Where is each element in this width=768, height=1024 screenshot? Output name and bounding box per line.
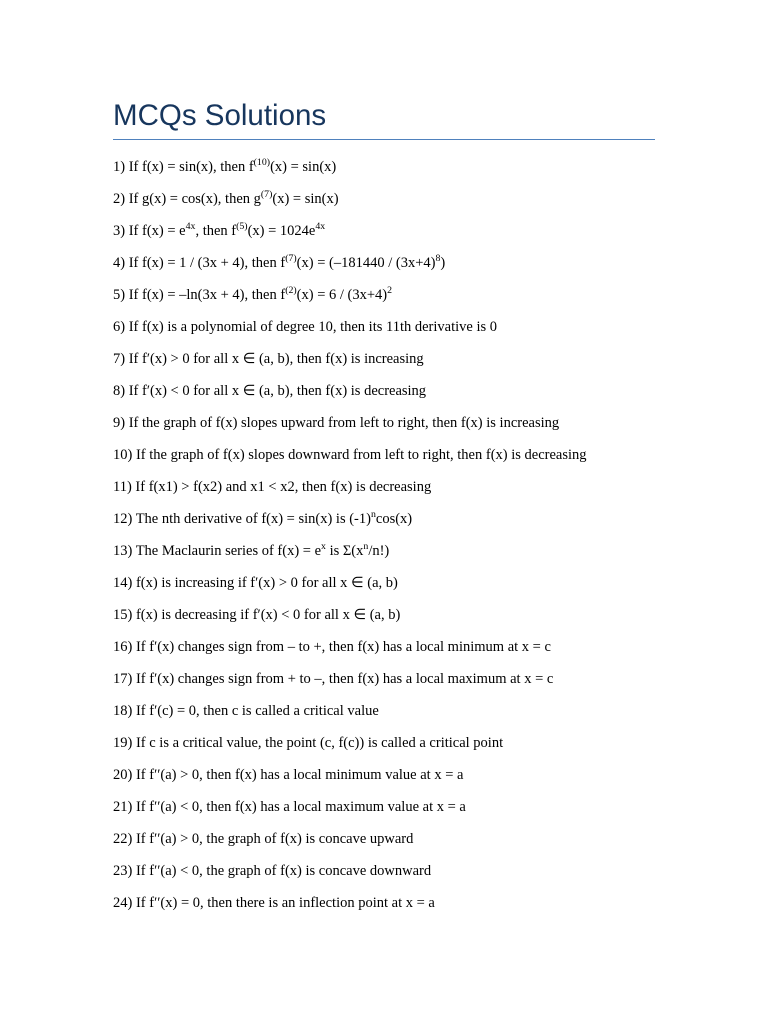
solution-text: 12) The nth derivative of f(x) = sin(x) is (-1) bbox=[113, 511, 371, 527]
solution-text: 21) If f′′(a) < 0, then f(x) has a local maximum value at x = a bbox=[113, 799, 466, 815]
solution-text: 20) If f′′(a) > 0, then f(x) has a local minimum value at x = a bbox=[113, 767, 464, 783]
solution-text: (x) = (–181440 / (3x+4) bbox=[296, 255, 436, 271]
solution-item bbox=[113, 343, 587, 375]
solution-superscript: (7) bbox=[260, 189, 273, 201]
solution-item bbox=[113, 407, 587, 439]
solution-item bbox=[113, 183, 587, 215]
solution-text: 15) f(x) is decreasing if f′(x) < 0 for all x ∈ (a, b) bbox=[113, 607, 401, 623]
solution-text: 1) If f(x) = sin(x), then f bbox=[113, 159, 254, 175]
solution-item bbox=[113, 279, 587, 311]
solution-text: 17) If f′(x) changes sign from + to –, then f(x) has a local maximum at x = c bbox=[113, 671, 554, 687]
solution-item bbox=[113, 823, 587, 855]
solution-text: 7) If f′(x) > 0 for all x ∈ (a, b), then f(x) is increasing bbox=[113, 351, 424, 367]
solution-text: 11) If f(x1) > f(x2) and x1 < x2, then f(x) is decreasing bbox=[113, 479, 432, 495]
solution-text: 14) f(x) is increasing if f′(x) > 0 for all x ∈ (a, b) bbox=[113, 575, 398, 591]
solution-item bbox=[113, 663, 587, 695]
solution-text: (x) = sin(x) bbox=[270, 159, 337, 175]
solution-item bbox=[113, 695, 587, 727]
solution-item bbox=[113, 215, 587, 247]
solution-superscript: n bbox=[370, 509, 376, 521]
solution-superscript: (5) bbox=[236, 221, 248, 233]
solution-superscript: 4x bbox=[185, 221, 196, 233]
solution-item bbox=[113, 759, 587, 791]
solution-text: is Σ(x bbox=[325, 543, 364, 559]
solution-item bbox=[113, 887, 587, 919]
solution-text: /n!) bbox=[368, 543, 390, 559]
solution-superscript: n bbox=[363, 541, 369, 553]
solution-text: 10) If the graph of f(x) slopes downward from left to right, then f(x) is decreasing bbox=[113, 447, 587, 463]
solution-text: (x) = 1024e bbox=[247, 223, 316, 239]
solution-superscript: 8 bbox=[435, 253, 441, 265]
solution-text: (x) = 6 / (3x+4) bbox=[296, 287, 388, 303]
solution-item bbox=[113, 631, 587, 663]
solution-text: 4) If f(x) = 1 / (3x + 4), then f bbox=[113, 255, 286, 271]
solution-superscript: (2) bbox=[285, 285, 297, 297]
solution-item bbox=[113, 247, 587, 279]
solution-item bbox=[113, 375, 587, 407]
solution-text: 3) If f(x) = e bbox=[113, 223, 186, 239]
solution-text: 9) If the graph of f(x) slopes upward from left to right, then f(x) is increasing bbox=[113, 415, 560, 431]
title-underline bbox=[113, 139, 655, 140]
solution-text: 24) If f′′(x) = 0, then there is an inflection point at x = a bbox=[113, 895, 435, 911]
solution-superscript: 2 bbox=[387, 285, 393, 297]
solution-item bbox=[113, 791, 587, 823]
solution-text: 13) The Maclaurin series of f(x) = e bbox=[113, 543, 322, 559]
solution-superscript: 4x bbox=[315, 221, 326, 233]
solution-text: 2) If g(x) = cos(x), then g bbox=[113, 191, 261, 207]
solution-text: cos(x) bbox=[375, 511, 413, 527]
solution-item bbox=[113, 727, 587, 759]
solution-text: 19) If c is a critical value, the point (c, f(c)) is called a critical point bbox=[113, 735, 504, 751]
solution-text: ) bbox=[440, 255, 446, 271]
solution-superscript: (7) bbox=[285, 253, 297, 265]
solutions-list bbox=[113, 151, 587, 919]
solution-item bbox=[113, 535, 587, 567]
solution-text: 23) If f′′(a) < 0, the graph of f(x) is concave downward bbox=[113, 863, 432, 879]
page-title: MCQs Solutions bbox=[113, 99, 327, 132]
solution-text: (x) = sin(x) bbox=[272, 191, 339, 207]
solution-text: 22) If f′′(a) > 0, the graph of f(x) is concave upward bbox=[113, 831, 414, 847]
solution-superscript: x bbox=[321, 541, 326, 553]
solution-text: 6) If f(x) is a polynomial of degree 10, then its 11th derivative is 0 bbox=[113, 319, 498, 335]
solution-text: 5) If f(x) = –ln(3x + 4), then f bbox=[113, 287, 286, 303]
solution-item bbox=[113, 855, 587, 887]
solution-item bbox=[113, 439, 587, 471]
solution-item bbox=[113, 567, 587, 599]
solution-item bbox=[113, 471, 587, 503]
solution-item bbox=[113, 151, 587, 183]
solution-item bbox=[113, 599, 587, 631]
solution-text: 16) If f′(x) changes sign from – to +, then f(x) has a local minimum at x = c bbox=[113, 639, 551, 655]
solution-item bbox=[113, 503, 587, 535]
solution-item bbox=[113, 311, 587, 343]
solution-text: 8) If f′(x) < 0 for all x ∈ (a, b), then f(x) is decreasing bbox=[113, 383, 427, 399]
solution-text: , then f bbox=[195, 223, 237, 239]
solution-text: 18) If f′(c) = 0, then c is called a critical value bbox=[113, 703, 379, 719]
solution-superscript: (10) bbox=[253, 157, 271, 169]
